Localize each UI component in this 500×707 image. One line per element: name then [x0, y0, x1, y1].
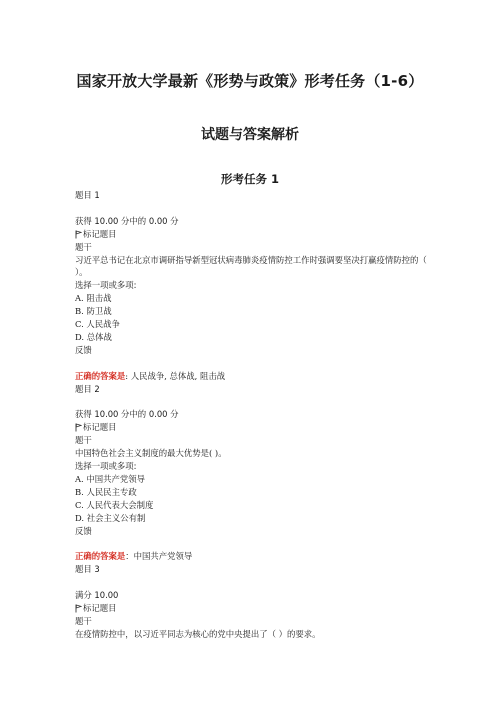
question-2-option-a[interactable]: A. 中国共产党领导	[75, 473, 145, 484]
question-3-number: 题目 3	[75, 564, 100, 575]
question-1-answer-label: 正确的答案是	[75, 370, 126, 381]
question-1-stem-label: 题干	[75, 241, 92, 252]
section-title: 形考任务 1	[220, 172, 279, 186]
question-1-number: 题目 1	[75, 190, 100, 200]
flag-icon	[75, 604, 82, 612]
question-2-choose-label: 选择一项或多项:	[75, 460, 137, 471]
question-2-answer	[75, 550, 435, 563]
question-2-stem: 中国特色社会主义制度的最大优势是( )。	[75, 448, 227, 459]
question-1-score: 获得 10.00 分中的 0.00 分	[75, 215, 179, 226]
document-title: 国家开放大学最新《形势与政策》形考任务（1-6）	[76, 72, 424, 90]
question-3-flag[interactable]	[75, 602, 435, 615]
question-1-option-d[interactable]: D. 总体战	[75, 331, 112, 342]
question-list	[75, 189, 435, 641]
question-2-number: 题目 2	[75, 383, 100, 394]
flag-icon	[75, 423, 82, 431]
question-1-option-c[interactable]: C. 人民战争	[75, 319, 120, 330]
question-1-stem: 习近平总书记在北京市调研指导新型冠状病毒肺炎疫情防控工作时强调要坚决打赢疫情防控的（ ）。	[75, 254, 427, 278]
question-1-option-a[interactable]: A. 阻击战	[75, 293, 112, 304]
question-2-flag[interactable]	[75, 421, 435, 434]
question-3-score: 满分 10.00	[75, 590, 119, 601]
question-2-flag-label: 标记题目	[83, 422, 117, 433]
flag-icon	[75, 230, 82, 238]
question-2-feedback-label: 反馈	[75, 525, 92, 536]
question-2-answer-label: 正确的答案是	[75, 551, 126, 562]
question-2-option-c[interactable]: C. 人民代表大会制度	[75, 499, 154, 510]
question-1-feedback-label: 反馈	[75, 344, 92, 355]
question-1-answer-value: : 人民战争, 总体战, 阻击战	[125, 370, 226, 381]
question-2-option-b[interactable]: B. 人民民主专政	[75, 486, 137, 497]
question-1-flag-label: 标记题目	[83, 228, 117, 239]
question-2-option-d[interactable]: D. 社会主义公有制	[75, 512, 146, 523]
question-1-option-b[interactable]: B. 防卫战	[75, 306, 112, 317]
question-1-choose-label: 选择一项或多项:	[75, 280, 137, 291]
question-3-stem: 在疫情防控中，以习近平同志为核心的党中央提出了（ ）的要求。	[75, 628, 321, 639]
document-subtitle: 试题与答案解析	[201, 127, 299, 143]
question-3-stem-label: 题干	[75, 615, 92, 626]
question-3-flag-label: 标记题目	[83, 602, 117, 613]
question-1-flag[interactable]	[75, 228, 435, 241]
question-2-stem-label: 题干	[75, 435, 92, 446]
question-1-answer	[75, 370, 435, 383]
question-2-answer-value: ：中国共产党领导	[125, 551, 193, 562]
question-2-score: 获得 10.00 分中的 0.00 分	[75, 409, 179, 420]
